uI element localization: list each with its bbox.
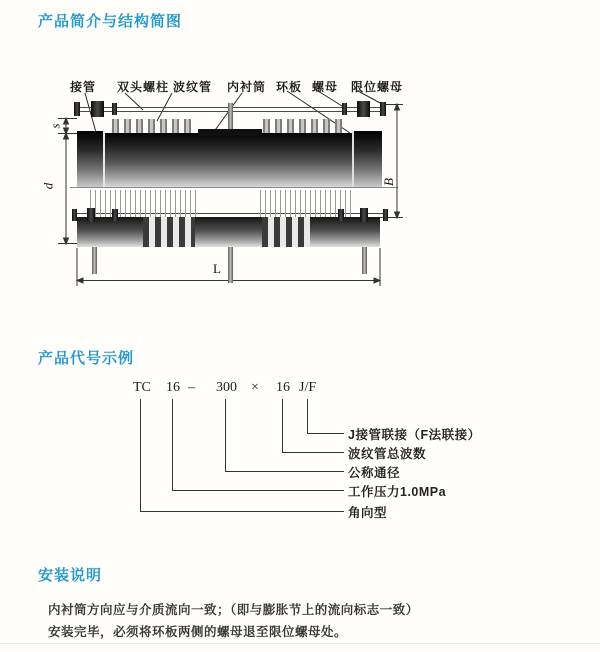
label-inner-liner: 内衬筒 bbox=[227, 80, 267, 94]
code-part-times: × bbox=[251, 380, 259, 395]
nut-bottom-right-3 bbox=[383, 209, 388, 221]
nut-top-right-block bbox=[357, 101, 370, 117]
connector-line bbox=[225, 471, 344, 472]
label-ring-plate: 环板 bbox=[276, 80, 303, 94]
page-edge-line bbox=[0, 643, 600, 644]
label-limit-nut: 限位螺母 bbox=[351, 80, 404, 94]
dim-label-d: d bbox=[40, 182, 56, 190]
lower-end-right bbox=[310, 217, 380, 247]
nut-top-left-inner bbox=[112, 103, 117, 115]
connector-line bbox=[282, 399, 283, 452]
bellows-convolutions-right bbox=[263, 119, 347, 133]
code-part-type: TC bbox=[133, 380, 151, 395]
diagram-line-work bbox=[45, 70, 465, 305]
section-title-intro: 产品简介与结构简图 bbox=[38, 13, 183, 30]
install-note-2: 安装完毕，必须将环板两侧的螺母退至限位螺母处。 bbox=[48, 625, 348, 639]
inner-liner-band bbox=[198, 129, 262, 136]
nut-bottom-left-3 bbox=[112, 209, 118, 221]
nut-top-left-block bbox=[91, 101, 104, 117]
section-title-install: 安装说明 bbox=[38, 567, 103, 584]
connector-line bbox=[225, 399, 226, 471]
nut-top-right-inner bbox=[342, 103, 347, 115]
ring-plate-right bbox=[352, 131, 382, 187]
code-part-diameter: 300 bbox=[216, 380, 237, 395]
lower-center bbox=[195, 217, 262, 247]
nut-bottom-right-2 bbox=[360, 208, 368, 222]
dim-label-L: L bbox=[213, 261, 221, 276]
section-title-code: 产品代号示例 bbox=[38, 350, 135, 367]
connector-line bbox=[172, 399, 173, 490]
code-part-pressure: 16 bbox=[166, 380, 180, 395]
connector-line bbox=[172, 490, 344, 491]
label-nut: 螺母 bbox=[312, 80, 339, 94]
label-double-end-stud: 双头螺柱 bbox=[117, 80, 170, 94]
connector-line bbox=[307, 399, 308, 433]
connector-line bbox=[140, 511, 344, 512]
structure-diagram bbox=[40, 70, 465, 305]
bellows-convolutions-left bbox=[112, 119, 195, 133]
install-note-1: 内衬筒方向应与介质流向一致；（即与膨胀节上的流向标志一致） bbox=[48, 603, 419, 617]
dim-label-B: B bbox=[380, 178, 396, 186]
dim-label-s: s bbox=[47, 123, 63, 129]
nut-top-right-outer bbox=[380, 102, 386, 116]
stud-hanging-center bbox=[228, 247, 233, 283]
code-part-waves: 16 bbox=[276, 380, 290, 395]
nut-bottom-left-1 bbox=[72, 209, 77, 221]
callout-angular-type: 角向型 bbox=[348, 506, 388, 520]
code-part-joint: J/F bbox=[299, 380, 317, 395]
joint-body bbox=[77, 133, 380, 187]
code-part-dash: – bbox=[188, 380, 195, 395]
connector-line bbox=[140, 399, 141, 511]
nut-top-left-outer bbox=[74, 102, 80, 116]
nut-bottom-left-2 bbox=[87, 208, 95, 222]
nut-bottom-right-1 bbox=[338, 209, 344, 221]
label-connecting-pipe: 接管 bbox=[70, 80, 97, 94]
connector-line bbox=[307, 433, 344, 434]
callout-wave-count: 波纹管总波数 bbox=[348, 447, 427, 461]
lower-bars-left bbox=[143, 217, 195, 247]
ring-plate-left bbox=[77, 131, 105, 187]
connector-line bbox=[282, 452, 344, 453]
callout-nominal-diameter: 公称通径 bbox=[348, 466, 401, 480]
callout-working-pressure: 工作压力1.0MPa bbox=[348, 485, 447, 499]
stud-hanging-right bbox=[362, 247, 367, 274]
stud-hanging-left bbox=[92, 247, 97, 274]
lower-bars-right bbox=[262, 217, 310, 247]
label-bellows: 波纹管 bbox=[173, 80, 213, 94]
callout-joint-connection: J接管联接（F法联接） bbox=[348, 428, 481, 442]
